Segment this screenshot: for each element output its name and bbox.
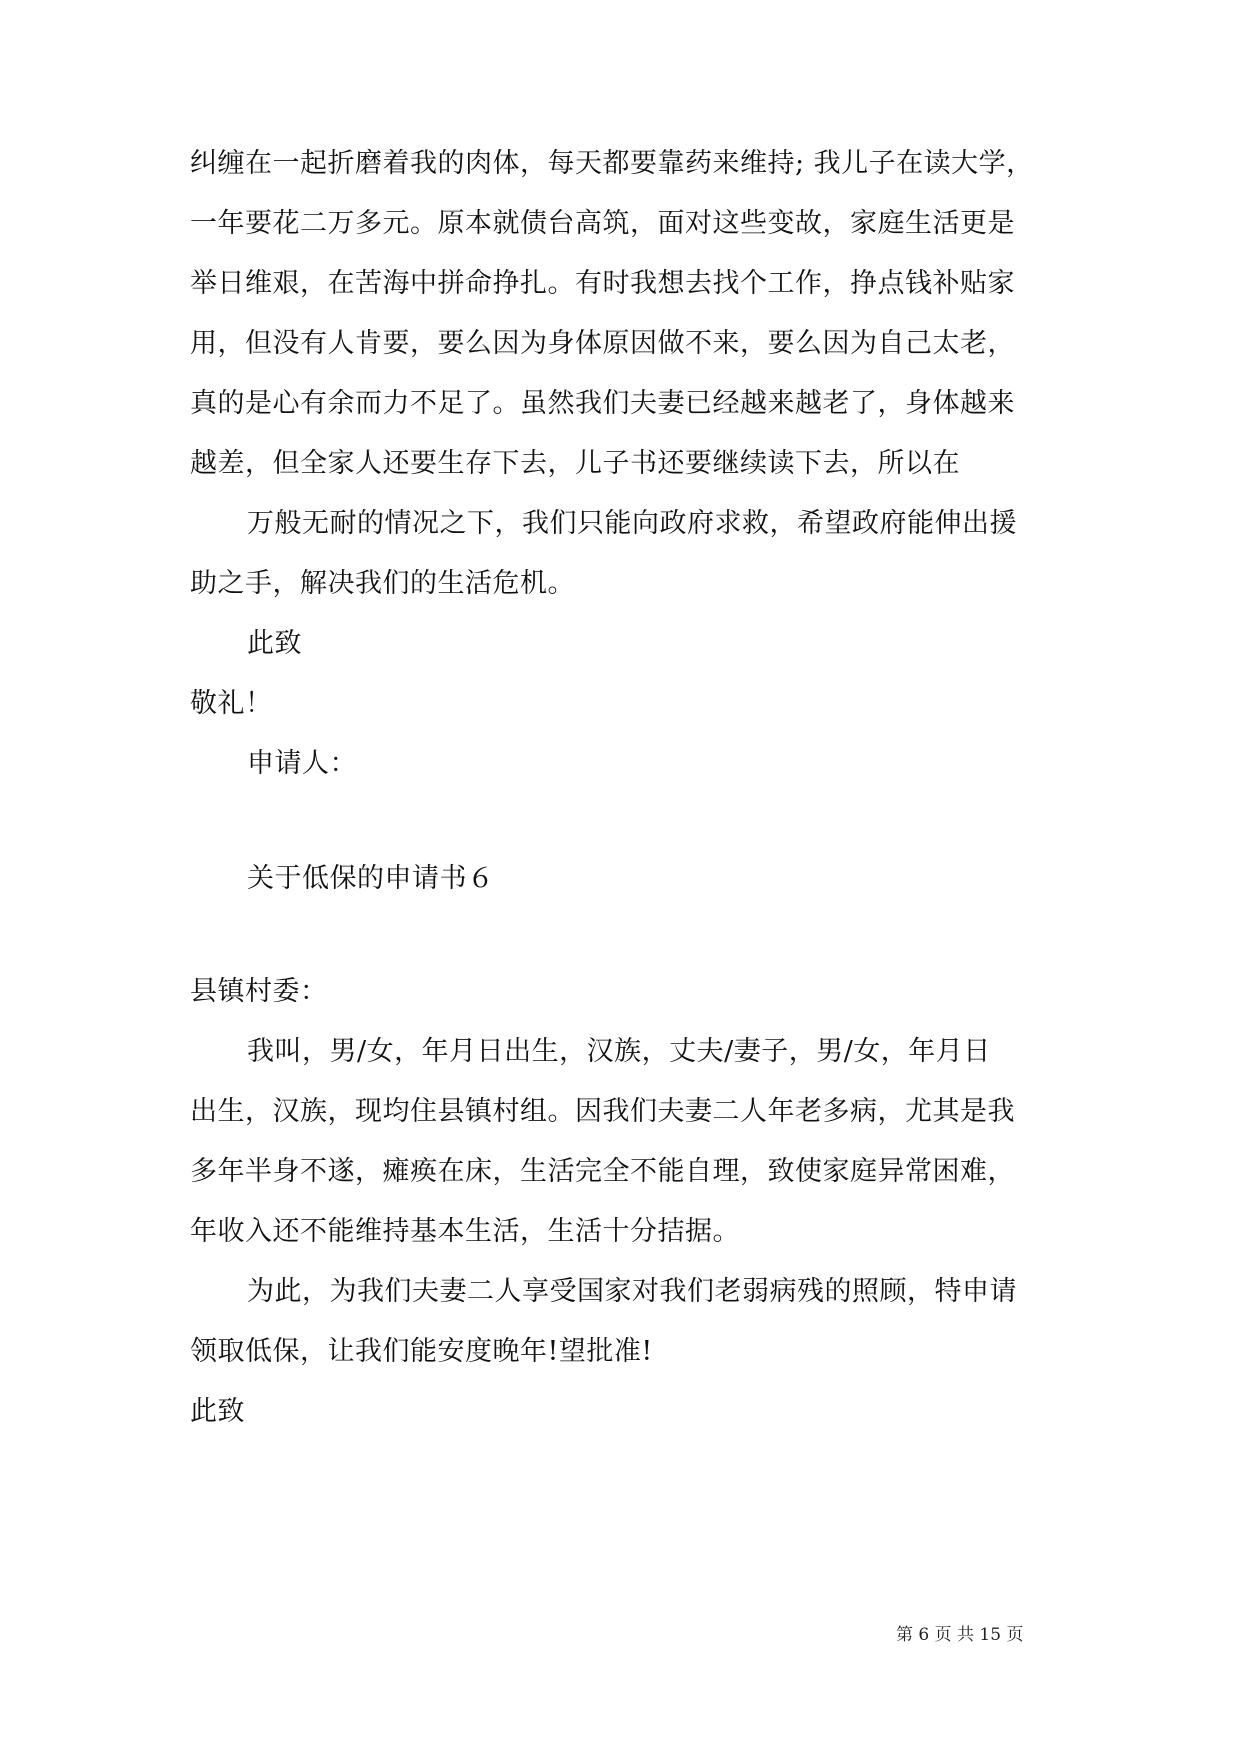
paragraph-3-line-2: 出生，汉族，现均住县镇村组。因我们夫妻二人年老多病，尤其是我 bbox=[190, 1096, 1015, 1127]
paragraph-4-line-2: 领取低保，让我们能安度晚年!望批准! bbox=[190, 1336, 653, 1367]
closing-text-2: 此致 bbox=[190, 1396, 245, 1427]
section-title: 关于低保的申请书６ bbox=[247, 863, 495, 894]
paragraph-1-line-2: 一年要花二万多元。原本就债台高筑，面对这些变故，家庭生活更是 bbox=[190, 208, 1015, 239]
paragraph-3-line-3: 多年半身不遂，瘫痪在床，生活完全不能自理，致使家庭异常困难， bbox=[190, 1156, 1015, 1187]
paragraph-1-line-4: 用，但没有人肯要，要么因为身体原因做不来，要么因为自己太老， bbox=[190, 328, 1015, 359]
paragraph-1-line-3: 举日维艰，在苦海中拼命挣扎。有时我想去找个工作，挣点钱补贴家 bbox=[190, 268, 1015, 299]
applicant-label: 申请人： bbox=[247, 748, 357, 779]
paragraph-1-line-6: 越差，但全家人还要生存下去，儿子书还要继续读下去，所以在 bbox=[190, 448, 960, 479]
paragraph-4-line-1: 为此，为我们夫妻二人享受国家对我们老弱病残的照顾，特申请 bbox=[247, 1276, 1017, 1307]
salute-text: 敬礼！ bbox=[190, 688, 273, 719]
paragraph-3-line-4: 年收入还不能维持基本生活，生活十分拮据。 bbox=[190, 1216, 740, 1247]
paragraph-2-line-1: 万般无耐的情况之下，我们只能向政府求救，希望政府能伸出援 bbox=[247, 508, 1017, 539]
paragraph-3-line-1: 我叫，男/女，年月日出生，汉族，丈夫/妻子，男/女，年月日 bbox=[247, 1036, 991, 1067]
closing-text: 此致 bbox=[247, 628, 302, 659]
paragraph-1-line-5: 真的是心有余而力不足了。虽然我们夫妻已经越来越老了，身体越来 bbox=[190, 388, 1015, 419]
page-number-footer: 第 6 页 共 15 页 bbox=[896, 1625, 1024, 1645]
paragraph-1-line-1: 纠缠在一起折磨着我的肉体，每天都要靠药来维持; 我儿子在读大学， bbox=[190, 148, 1034, 179]
addressee: 县镇村委： bbox=[190, 976, 328, 1007]
paragraph-2-line-2: 助之手，解决我们的生活危机。 bbox=[190, 568, 575, 599]
